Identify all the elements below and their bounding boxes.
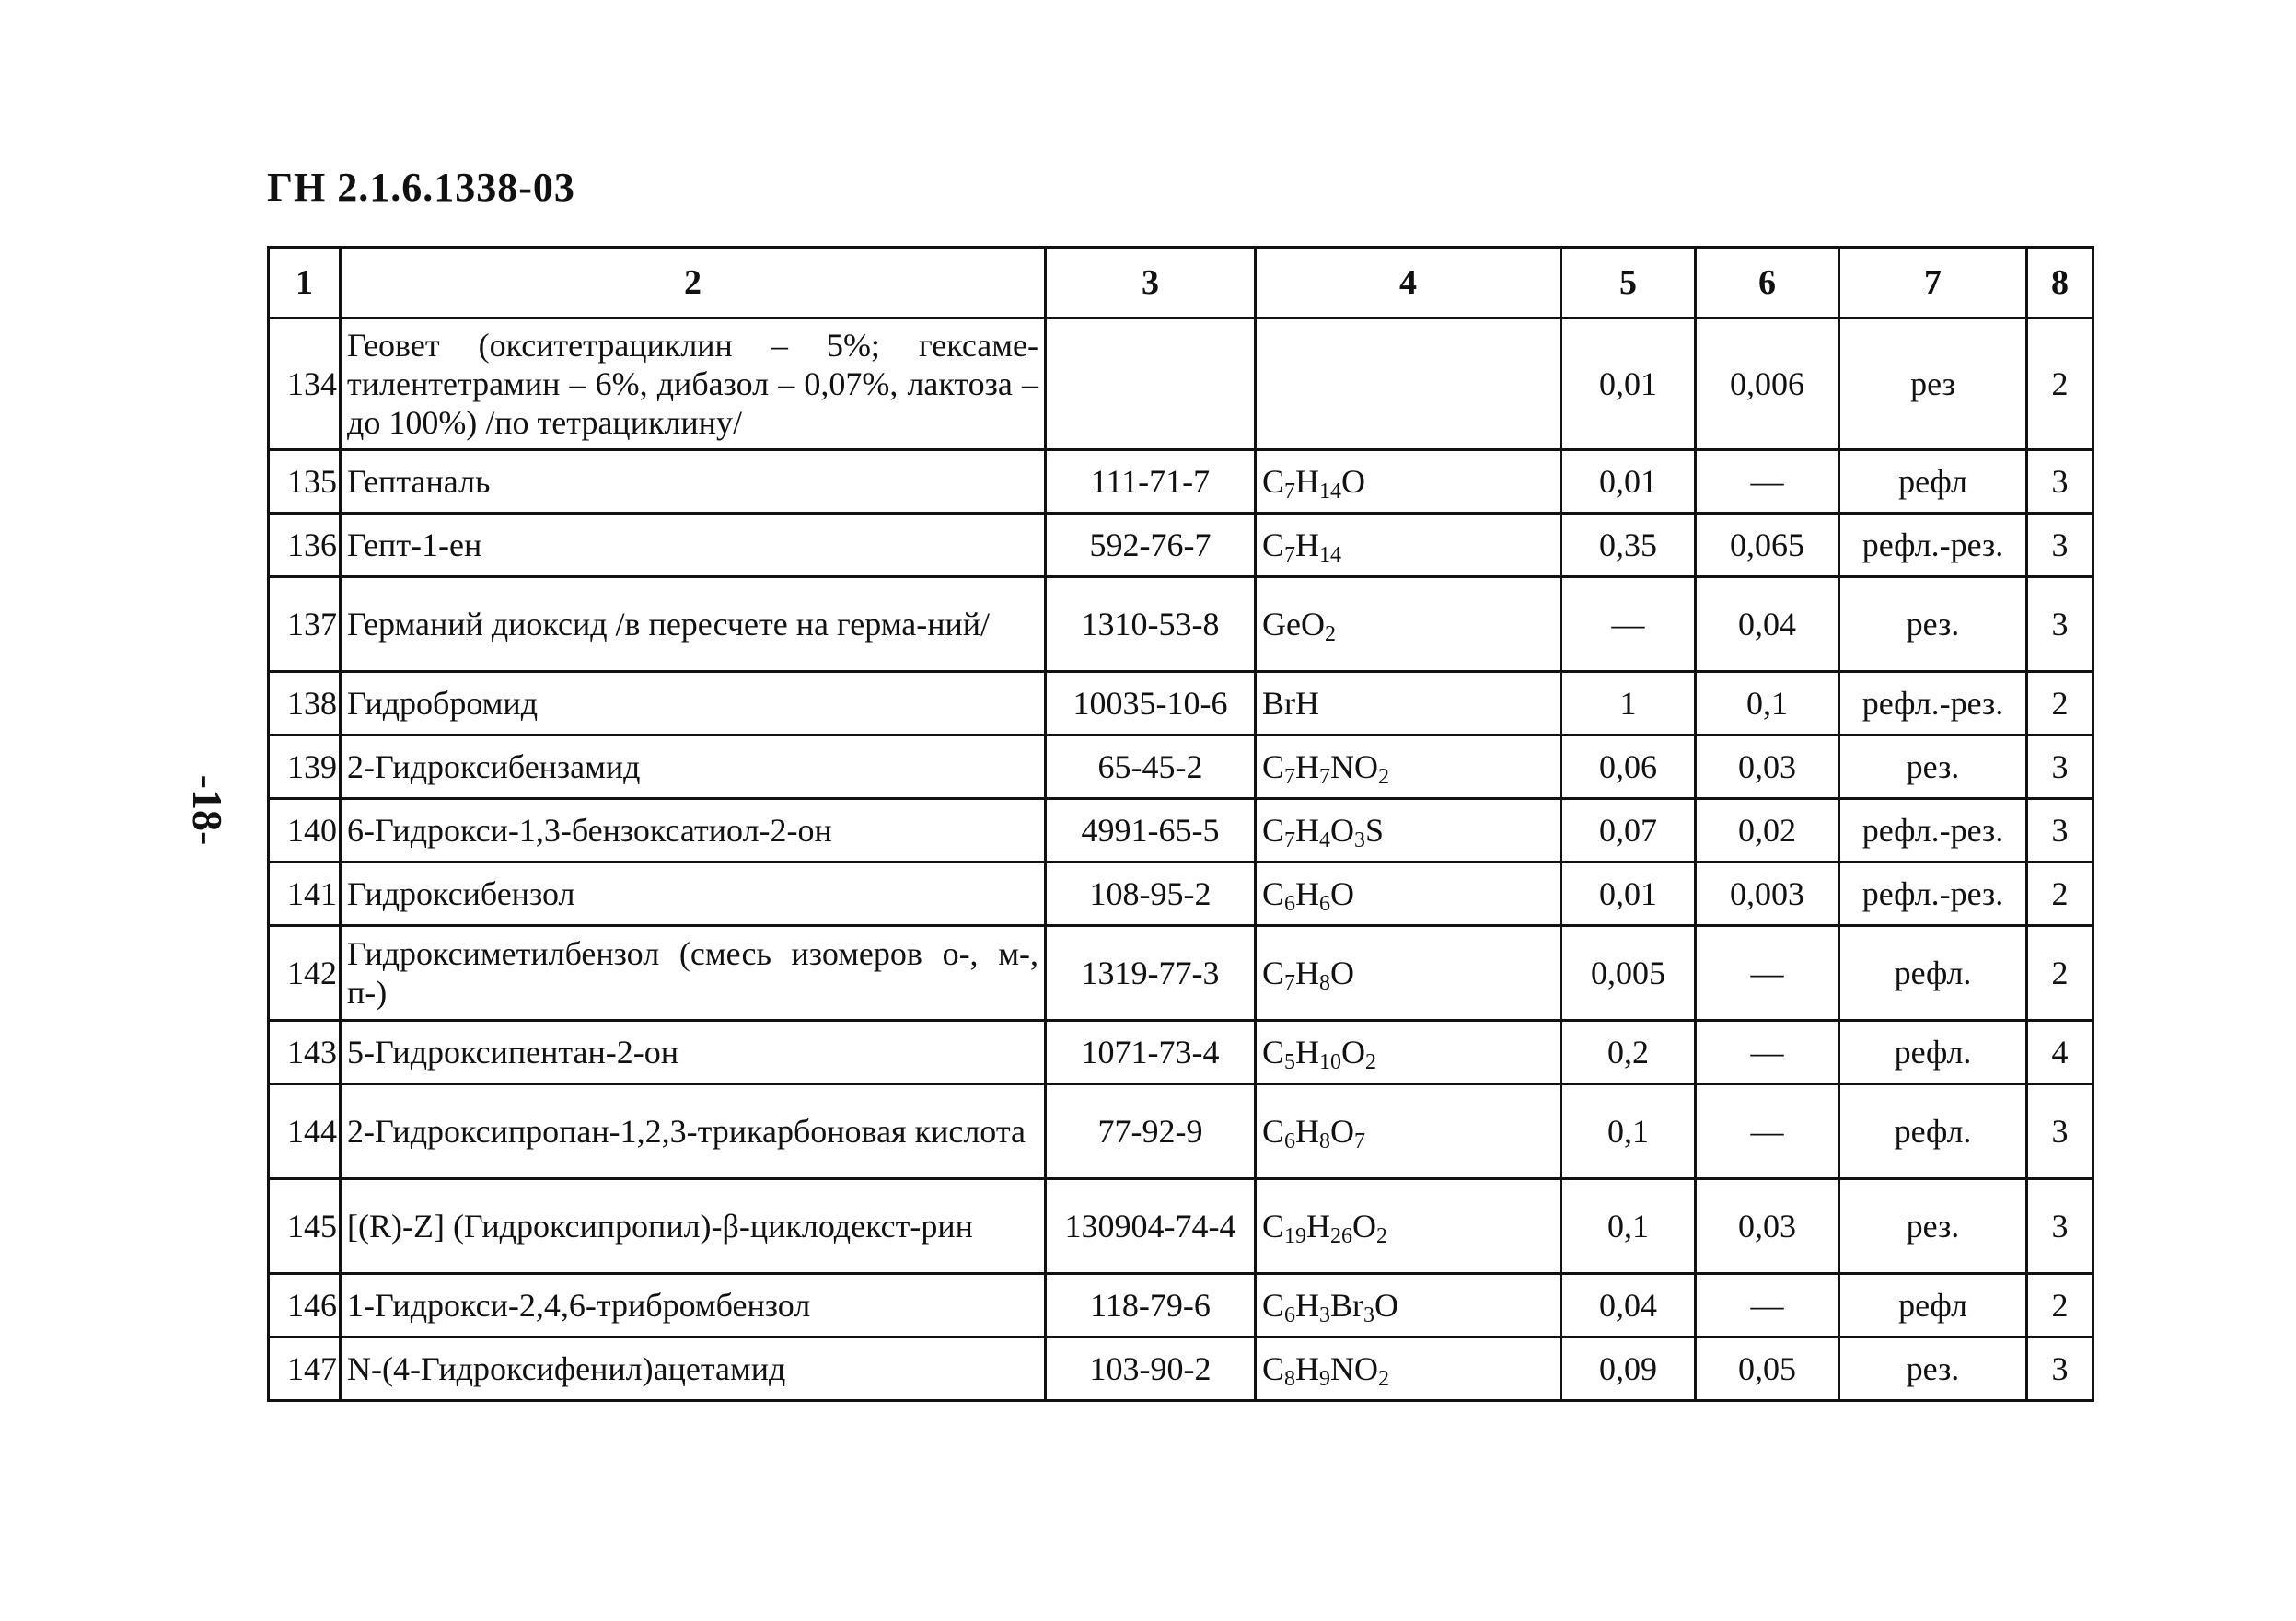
- formula-element: O: [1341, 463, 1366, 500]
- formula-subscript: 3: [1363, 1303, 1375, 1327]
- cas-number: 111-71-7: [1046, 450, 1256, 514]
- substance-name: Гепт-1-ен: [341, 514, 1046, 577]
- cas-number: 1310-53-8: [1046, 577, 1256, 672]
- value-col-6: 0,03: [1696, 1179, 1839, 1274]
- header-col-5: 5: [1561, 248, 1696, 318]
- header-col-4: 4: [1256, 248, 1561, 318]
- value-col-8: 3: [2027, 450, 2093, 514]
- formula-subscript: 19: [1284, 1224, 1307, 1248]
- chemical-formula: [1256, 450, 1561, 514]
- formula-subscript: 8: [1284, 1367, 1296, 1391]
- formula-subscript: 2: [1378, 765, 1390, 789]
- formula-element: GeO: [1262, 606, 1325, 643]
- formula-subscript: 9: [1319, 1367, 1331, 1391]
- cas-number: 1071-73-4: [1046, 1021, 1256, 1084]
- value-col-7: рефл: [1839, 450, 2027, 514]
- row-number: 137: [269, 577, 341, 672]
- formula-element: H: [1295, 748, 1320, 785]
- formula-subscript: 7: [1284, 828, 1296, 852]
- chemical-formula: [1256, 1021, 1561, 1084]
- value-col-6: 0,04: [1696, 577, 1839, 672]
- value-col-7: рез.: [1839, 1337, 2027, 1401]
- formula-element: H: [1295, 955, 1320, 991]
- formula-element: O: [1330, 1113, 1355, 1150]
- formula-element: C: [1262, 1113, 1285, 1150]
- substance-name: 2-Гидроксипропан-1,2,3-трикарбоновая кислота: [341, 1084, 1046, 1179]
- formula-subscript: 2: [1365, 1050, 1377, 1074]
- formula-element: Br: [1330, 1287, 1364, 1324]
- row-number: 140: [269, 799, 341, 863]
- formula-subscript: 8: [1319, 1129, 1331, 1153]
- value-col-8: 3: [2027, 1337, 2093, 1401]
- table-row: [269, 1179, 2093, 1274]
- value-col-7: рефл.-рез.: [1839, 799, 2027, 863]
- table-row: [269, 450, 2093, 514]
- formula-element: H: [1295, 1113, 1320, 1150]
- table-row: [269, 926, 2093, 1021]
- header-col-1: 1: [269, 248, 341, 318]
- value-col-6: —: [1696, 1274, 1839, 1337]
- formula-element: O: [1352, 1208, 1377, 1245]
- formula-element: S: [1365, 812, 1385, 849]
- chemical-formula: [1256, 577, 1561, 672]
- formula-subscript: 4: [1319, 828, 1331, 852]
- row-number: 141: [269, 863, 341, 926]
- chemical-formula: [1256, 1084, 1561, 1179]
- row-number: 142: [269, 926, 341, 1021]
- formula-subscript: 14: [1319, 480, 1342, 504]
- value-col-6: 0,003: [1696, 863, 1839, 926]
- table-row: [269, 863, 2093, 926]
- formula-subscript: 7: [1354, 1129, 1366, 1153]
- formula-element: O: [1330, 955, 1355, 991]
- formula-subscript: 7: [1319, 765, 1331, 789]
- cas-number: 4991-65-5: [1046, 799, 1256, 863]
- row-number: 143: [269, 1021, 341, 1084]
- formula-element: NO: [1330, 748, 1379, 785]
- formula-subscript: 10: [1319, 1050, 1342, 1074]
- formula-subscript: 7: [1284, 971, 1296, 995]
- substance-name: Гидробромид: [341, 672, 1046, 735]
- value-col-7: рефл.-рез.: [1839, 863, 2027, 926]
- formula-subscript: 8: [1319, 971, 1331, 995]
- row-number: 139: [269, 735, 341, 799]
- formula-element: O: [1330, 875, 1355, 912]
- formula-element: C: [1262, 748, 1285, 785]
- chemical-formula: [1256, 318, 1561, 450]
- cas-number: 592-76-7: [1046, 514, 1256, 577]
- table-row: [269, 577, 2093, 672]
- value-col-8: 2: [2027, 926, 2093, 1021]
- row-number: 138: [269, 672, 341, 735]
- value-col-8: 3: [2027, 1084, 2093, 1179]
- table-row: [269, 735, 2093, 799]
- value-col-8: 2: [2027, 672, 2093, 735]
- value-col-7: рез.: [1839, 1179, 2027, 1274]
- value-col-6: 0,006: [1696, 318, 1839, 450]
- value-col-7: рефл.: [1839, 1084, 2027, 1179]
- chemical-formula: [1256, 1179, 1561, 1274]
- value-col-6: —: [1696, 926, 1839, 1021]
- formula-subscript: 6: [1284, 1129, 1296, 1153]
- value-col-5: 0,35: [1561, 514, 1696, 577]
- value-col-5: 0,04: [1561, 1274, 1696, 1337]
- value-col-8: 3: [2027, 735, 2093, 799]
- row-number: 134: [269, 318, 341, 450]
- value-col-5: 0,01: [1561, 450, 1696, 514]
- value-col-8: 4: [2027, 1021, 2093, 1084]
- cas-number: 130904-74-4: [1046, 1179, 1256, 1274]
- value-col-5: 0,2: [1561, 1021, 1696, 1084]
- row-number: 147: [269, 1337, 341, 1401]
- chemical-formula: [1256, 514, 1561, 577]
- formula-subscript: 7: [1284, 765, 1296, 789]
- header-col-3: 3: [1046, 248, 1256, 318]
- formula-element: H: [1295, 812, 1320, 849]
- substance-name: Гидроксиметилбензол (смесь изомеров о-, м-, п-): [341, 926, 1046, 1021]
- table-row: [269, 1021, 2093, 1084]
- value-col-7: рефл.: [1839, 1021, 2027, 1084]
- formula-element: C: [1262, 812, 1285, 849]
- value-col-7: рефл.-рез.: [1839, 672, 2027, 735]
- chemical-formula: [1256, 672, 1561, 735]
- value-col-7: рефл.-рез.: [1839, 514, 2027, 577]
- value-col-7: рез.: [1839, 577, 2027, 672]
- value-col-5: 0,09: [1561, 1337, 1696, 1401]
- formula-element: C: [1262, 1287, 1285, 1324]
- row-number: 145: [269, 1179, 341, 1274]
- formula-element: H: [1306, 1208, 1331, 1245]
- table-row: [269, 318, 2093, 450]
- formula-element: C: [1262, 1208, 1285, 1245]
- table-row: [269, 799, 2093, 863]
- substance-name: Гидроксибензол: [341, 863, 1046, 926]
- header-col-8: 8: [2027, 248, 2093, 318]
- value-col-8: 2: [2027, 863, 2093, 926]
- header-col-2: 2: [341, 248, 1046, 318]
- cas-number: [1046, 318, 1256, 450]
- formula-element: H: [1295, 463, 1320, 500]
- value-col-5: 0,06: [1561, 735, 1696, 799]
- chemical-formula: [1256, 863, 1561, 926]
- table-row: [269, 514, 2093, 577]
- cas-number: 1319-77-3: [1046, 926, 1256, 1021]
- hygienic-norms-table: [267, 246, 2094, 1402]
- value-col-5: 0,1: [1561, 1084, 1696, 1179]
- cas-number: 77-92-9: [1046, 1084, 1256, 1179]
- formula-element: C: [1262, 527, 1285, 563]
- document-code: ГН 2.1.6.1338-03: [267, 165, 575, 210]
- value-col-5: 0,1: [1561, 1179, 1696, 1274]
- formula-subscript: 26: [1330, 1224, 1353, 1248]
- table-row: [269, 1274, 2093, 1337]
- formula-subscript: 6: [1284, 892, 1296, 916]
- value-col-8: 3: [2027, 1179, 2093, 1274]
- formula-element: C: [1262, 463, 1285, 500]
- formula-element: O: [1341, 1034, 1366, 1071]
- formula-element: H: [1295, 1350, 1320, 1387]
- value-col-7: рефл: [1839, 1274, 2027, 1337]
- formula-element: BrH: [1262, 685, 1319, 722]
- formula-element: H: [1295, 1287, 1320, 1324]
- chemical-formula: [1256, 1337, 1561, 1401]
- table-body: [269, 318, 2093, 1401]
- formula-subscript: 7: [1284, 543, 1296, 567]
- value-col-7: рефл.: [1839, 926, 2027, 1021]
- formula-element: NO: [1330, 1350, 1379, 1387]
- substance-name: Германий диоксид /в пересчете на герма-ний/: [341, 577, 1046, 672]
- value-col-5: 0,01: [1561, 318, 1696, 450]
- header-col-6: 6: [1696, 248, 1839, 318]
- formula-element: C: [1262, 1350, 1285, 1387]
- header-col-7: 7: [1839, 248, 2027, 318]
- cas-number: 65-45-2: [1046, 735, 1256, 799]
- value-col-6: 0,03: [1696, 735, 1839, 799]
- formula-element: C: [1262, 875, 1285, 912]
- value-col-6: 0,05: [1696, 1337, 1839, 1401]
- value-col-6: 0,1: [1696, 672, 1839, 735]
- formula-subscript: 2: [1378, 1367, 1390, 1391]
- chemical-formula: [1256, 735, 1561, 799]
- formula-subscript: 6: [1319, 892, 1331, 916]
- row-number: 144: [269, 1084, 341, 1179]
- value-col-8: 2: [2027, 1274, 2093, 1337]
- value-col-5: 0,07: [1561, 799, 1696, 863]
- substance-name: 2-Гидроксибензамид: [341, 735, 1046, 799]
- value-col-6: —: [1696, 1021, 1839, 1084]
- chemical-formula: [1256, 926, 1561, 1021]
- formula-element: H: [1295, 527, 1320, 563]
- substance-name: 5-Гидроксипентан-2-он: [341, 1021, 1046, 1084]
- substance-name: [(R)-Z] (Гидроксипропил)-β-циклодекст-рин: [341, 1179, 1046, 1274]
- value-col-8: 3: [2027, 799, 2093, 863]
- row-number: 135: [269, 450, 341, 514]
- formula-subscript: 14: [1319, 543, 1342, 567]
- formula-subscript: 3: [1319, 1303, 1331, 1327]
- cas-number: 103-90-2: [1046, 1337, 1256, 1401]
- formula-element: C: [1262, 955, 1285, 991]
- cas-number: 108-95-2: [1046, 863, 1256, 926]
- table-row: [269, 1084, 2093, 1179]
- value-col-7: рез: [1839, 318, 2027, 450]
- header-row: [269, 248, 2093, 318]
- row-number: 146: [269, 1274, 341, 1337]
- value-col-8: 2: [2027, 318, 2093, 450]
- value-col-7: рез.: [1839, 735, 2027, 799]
- row-number: 136: [269, 514, 341, 577]
- substance-name: Гептаналь: [341, 450, 1046, 514]
- formula-element: C: [1262, 1034, 1285, 1071]
- formula-subscript: 7: [1284, 480, 1296, 504]
- cas-number: 118-79-6: [1046, 1274, 1256, 1337]
- value-col-5: —: [1561, 577, 1696, 672]
- chemical-formula: [1256, 799, 1561, 863]
- value-col-6: 0,02: [1696, 799, 1839, 863]
- chemical-formula: [1256, 1274, 1561, 1337]
- formula-subscript: 5: [1284, 1050, 1296, 1074]
- formula-subscript: 3: [1354, 828, 1366, 852]
- value-col-6: —: [1696, 1084, 1839, 1179]
- substance-name: N-(4-Гидроксифенил)ацетамид: [341, 1337, 1046, 1401]
- value-col-8: 3: [2027, 577, 2093, 672]
- value-col-5: 0,01: [1561, 863, 1696, 926]
- formula-element: H: [1295, 1034, 1320, 1071]
- formula-subscript: 2: [1376, 1224, 1388, 1248]
- substance-name: Геовет (окситетрациклин – 5%; гексаме-тилентетрамин – 6%, дибазол – 0,07%, лактоза – до 100%) /по тетрациклину/: [341, 318, 1046, 450]
- table-row: [269, 1337, 2093, 1401]
- formula-element: O: [1374, 1287, 1399, 1324]
- formula-element: H: [1295, 875, 1320, 912]
- formula-subscript: 2: [1324, 622, 1336, 646]
- cas-number: 10035-10-6: [1046, 672, 1256, 735]
- formula-subscript: 6: [1284, 1303, 1296, 1327]
- value-col-6: —: [1696, 450, 1839, 514]
- substance-name: 6-Гидрокси-1,3-бензоксатиол-2-он: [341, 799, 1046, 863]
- table-row: [269, 672, 2093, 735]
- value-col-6: 0,065: [1696, 514, 1839, 577]
- substance-name: 1-Гидрокси-2,4,6-трибромбензол: [341, 1274, 1046, 1337]
- page-number: -18-: [184, 774, 231, 846]
- value-col-8: 3: [2027, 514, 2093, 577]
- value-col-5: 0,005: [1561, 926, 1696, 1021]
- value-col-5: 1: [1561, 672, 1696, 735]
- formula-element: O: [1330, 812, 1355, 849]
